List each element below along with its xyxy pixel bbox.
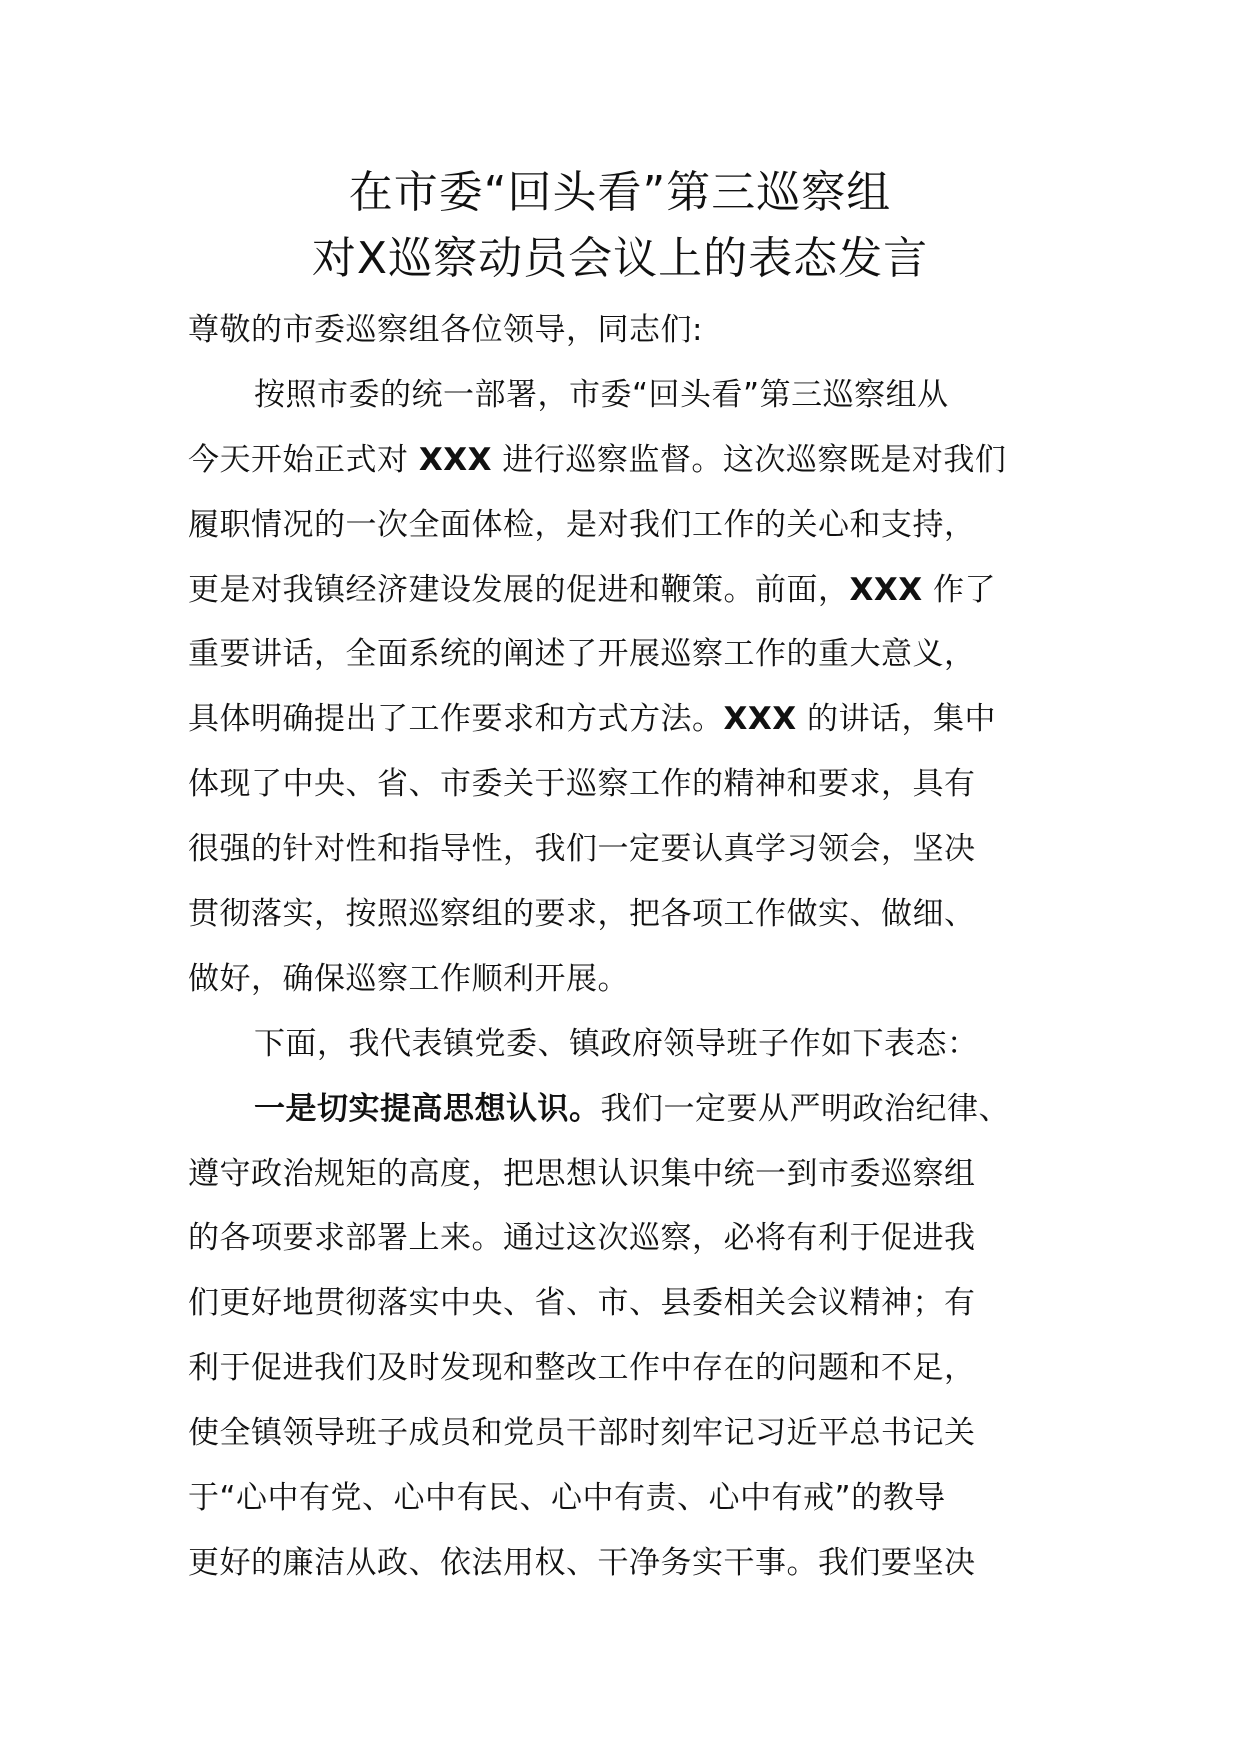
point-1-line-1-text: 我们一定要从严明政治纪律、 [600,1090,1010,1127]
paragraph-3-line-8: 更好的廉洁从政、依法用权、干净务实干事。我们要坚决 [188,1544,976,1581]
paragraph-3-line-6: 使全镇领导班子成员和党员干部时刻牢记习近平总书记关 [188,1415,976,1452]
paragraph-1-line-10: 做好，确保巡察工作顺利开展。 [188,960,629,997]
paragraph-3-line-3: 的各项要求部署上来。通过这次巡察，必将有利于促进我 [188,1220,976,1257]
point-1-heading: 一是切实提高思想认识。 [254,1090,601,1127]
paragraph-3-line-4: 们更好地贯彻落实中央、省、市、县委相关会议精神；有 [188,1285,976,1322]
paragraph-3-line-2: 遵守政治规矩的高度，把思想认识集中统一到市委巡察组 [188,1155,976,1192]
paragraph-3-line-7: 于“心中有党、心中有民、心中有责、心中有戒”的教导 [188,1480,946,1517]
paragraph-1-line-9: 贯彻落实，按照巡察组的要求，把各项工作做实、做细、 [188,896,976,933]
document-title [0,160,1240,292]
paragraph-2-line-1: 下面，我代表镇党委、镇政府领导班子作如下表态： [254,1025,979,1062]
paragraph-1-line-5: 重要讲话，全面系统的阐述了开展巡察工作的重大意义， [188,636,976,673]
paragraph-1-line-7: 体现了中央、省、市委关于巡察工作的精神和要求，具有 [188,766,976,803]
paragraph-1-line-6: 具体明确提出了工作要求和方式方法。XXX 的讲话，集中 [188,701,997,738]
paragraph-3-line-5: 利于促进我们及时发现和整改工作中存在的问题和不足， [188,1350,976,1387]
paragraph-3-line-1 [188,1077,1068,1142]
document-body [188,298,1068,1596]
paragraph-1-line-4: 更是对我镇经济建设发展的促进和鞭策。前面，XXX 作了 [188,571,997,608]
title-line-1: 在市委“回头看”第三巡察组 [348,167,892,218]
paragraph-1-line-3: 履职情况的一次全面体检，是对我们工作的关心和支持， [188,506,976,543]
salutation: 尊敬的市委巡察组各位领导，同志们: [188,312,703,348]
paragraph-1-line-2: 今天开始正式对 XXX 进行巡察监督。这次巡察既是对我们 [188,441,1007,478]
title-line-2: 对X巡察动员会议上的表态发言 [311,233,929,284]
paragraph-1-line-8: 很强的针对性和指导性，我们一定要认真学习领会，坚决 [188,831,976,868]
paragraph-1-line-1: 按照市委的统一部署，市委“回头看”第三巡察组从 [254,376,949,413]
